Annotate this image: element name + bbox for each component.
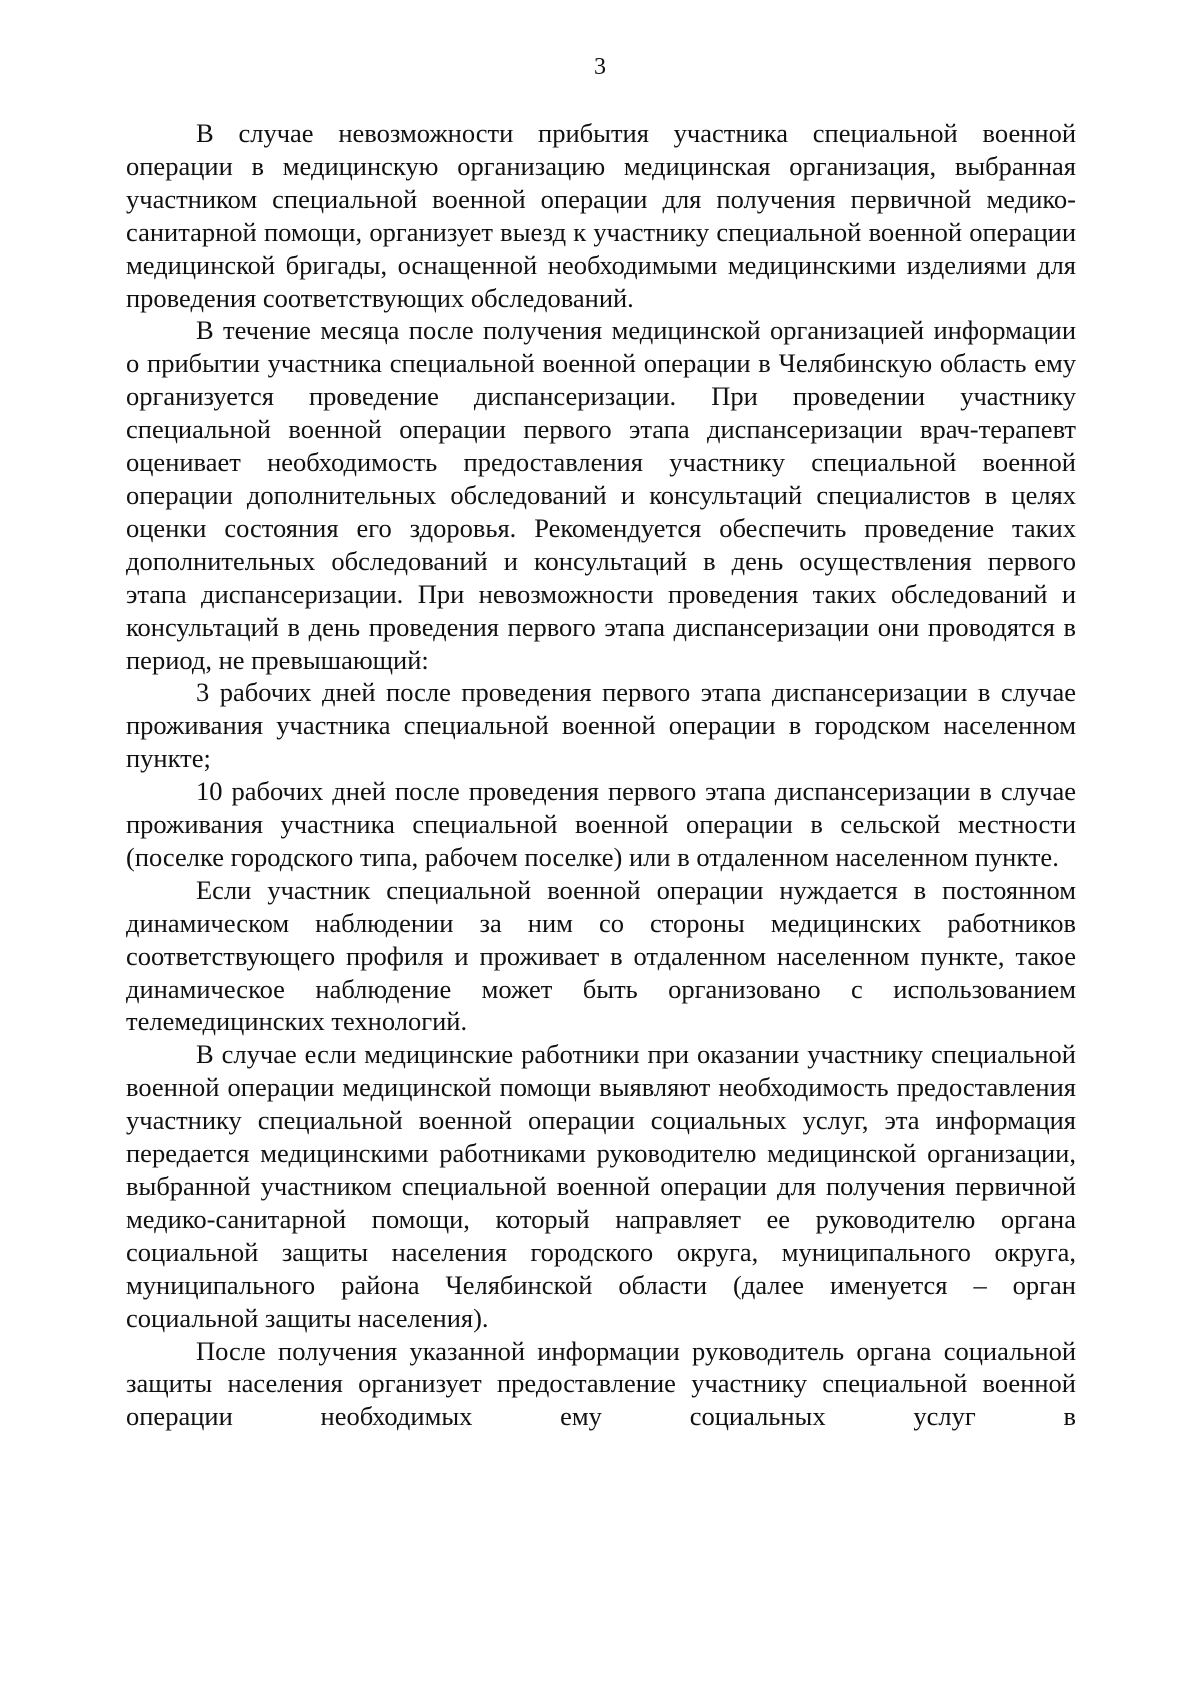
paragraph-social-services: В случае если медицинские работники при оказании участнику специальной военной операции медицинской помощи выявляют необходимость предоставления участнику специальной военной операции социальных услуг, эта информация передается медицинскими работниками руководителю медицинской организации, выбранной участником специальной военной операции для получения первичной медико-санитарной помощи, который направляет ее руководителю органа социальной защиты населения городского округа, муниципального округа, муниципального района Челябинской области (далее именуется – орган социальной защиты населения).	[126, 1039, 1076, 1333]
paragraph-dispensarization: В течение месяца после получения медицинской организацией информации о прибытии участника специальной военной операции в Челябинскую область ему организуется проведение диспансеризации. При проведении участнику специальной военной операции первого этапа диспансеризации врач-терапевт оценивает необходимость предоставления участнику специальной военной операции дополнительных обследований и консультаций специалистов в целях оценки состояния его здоровья. Рекомендуется обеспечить проведение таких дополнительных обследований и консультаций в день осуществления первого этапа диспансеризации. При невозможности проведения таких обследований и консультаций в день проведения первого этапа диспансеризации они проводятся в период, не превышающий:	[126, 315, 1076, 675]
page-number: 3	[594, 54, 606, 80]
document-body	[126, 117, 1076, 1433]
paragraph-urban-term: 3 рабочих дней после проведения первого этапа диспансеризации в случае проживания участника специальной военной операции в городском населенном пункте;	[126, 677, 1076, 774]
paragraph-rural-term: 10 рабочих дней после проведения первого этапа диспансеризации в случае проживания участника специальной военной операции в сельской местности (поселке городского типа, рабочем поселке) или в отдаленном населенном пункте.	[126, 776, 1076, 872]
paragraph-telemedicine: Если участник специальной военной операции нуждается в постоянном динамическом наблюдении за ним со стороны медицинских работников соответствующего профиля и проживает в отдаленном населенном пункте, такое динамическое наблюдение может быть организовано с использованием телемедицинских технологий.	[126, 874, 1076, 1037]
paragraph-social-protection: После получения указанной информации руководитель органа социальной защиты населения организует предоставление участнику специальной военной операции необходимых ему социальных услуг в	[126, 1335, 1076, 1432]
paragraph-home-visit: В случае невозможности прибытия участника специальной военной операции в медицинскую организацию медицинская организация, выбранная участником специальной военной операции для получения первичной медико-санитарной помощи, организует выезд к участнику специальной военной операции медицинской бригады, оснащенной необходимыми медицинскими изделиями для проведения соответствующих обследований.	[126, 118, 1076, 313]
